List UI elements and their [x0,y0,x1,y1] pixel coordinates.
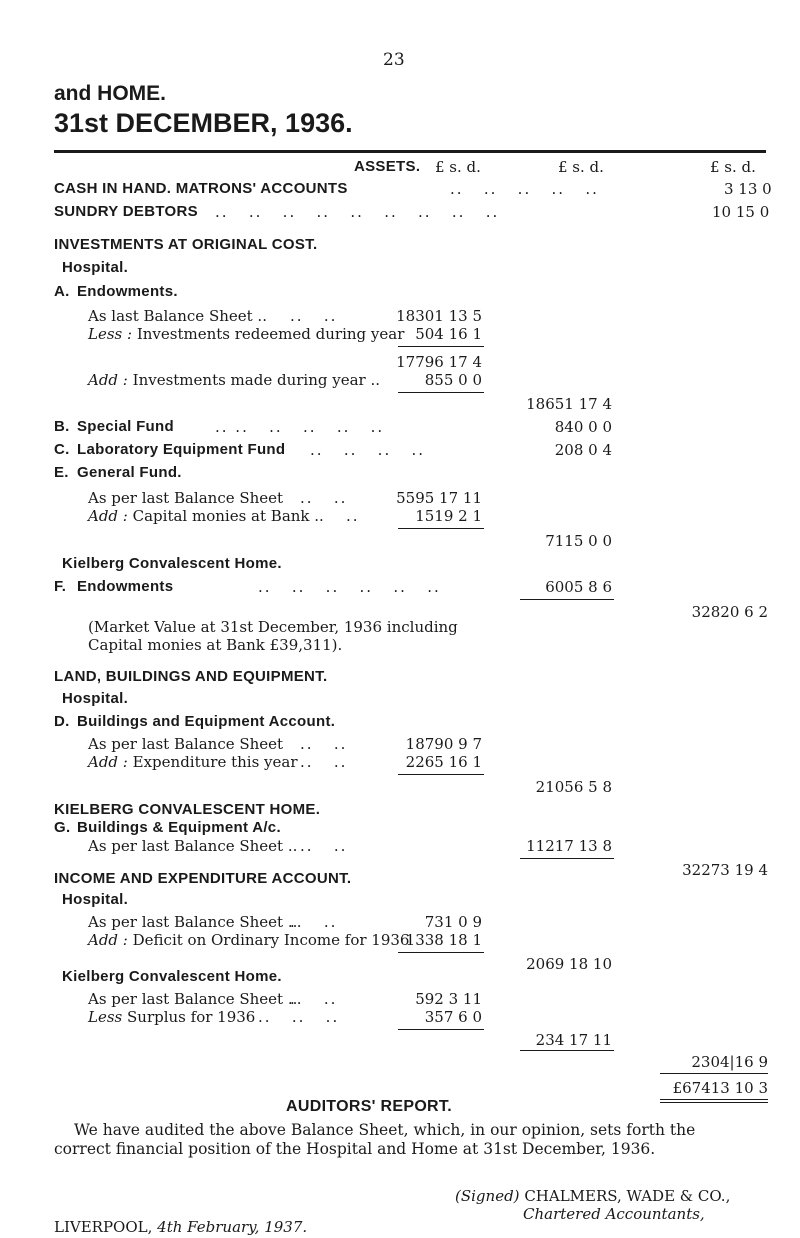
section-letter: A. [54,283,70,300]
section-letter: B. [54,418,70,435]
market-value-note: Capital monies at Bank £39,311). [88,636,343,654]
grand-total-double-rule [660,1099,768,1100]
lab-fund-amount: 208 0 4 [554,441,612,459]
leader-dots: .. [346,507,360,525]
section-letter: C. [54,441,70,458]
assets-heading: ASSETS. [354,158,421,175]
section-letter: D. [54,713,70,730]
f-amount: 6005 8 6 [545,578,612,596]
leader-dots: .. .. [300,753,348,771]
leader-dots: .. .. .. .. .. .. [258,578,441,596]
investments-heading: INVESTMENTS AT ORIGINAL COST. [54,236,318,253]
subtotal-rule [398,952,484,953]
col3-heading: £ s. d. [710,158,756,176]
signatory-name: CHALMERS, WADE & CO., [524,1187,731,1205]
leader-dots: .. .. [290,990,338,1008]
k-last-balance-amount: 592 3 11 [415,990,482,1008]
subtotal-rule [398,392,484,393]
signatory-title: Chartered Accountants, [523,1205,705,1223]
g-amount: 11217 13 8 [526,837,612,855]
add-prefix: Add : [88,931,128,949]
i-last-balance-label: As per last Balance Sheet .. [88,913,298,931]
g-last-balance-label: As per last Balance Sheet .. [88,837,298,855]
income-total: 2304|16 9 [691,1053,768,1071]
kielberg-heading: KIELBERG CONVALESCENT HOME. [54,801,321,818]
less-prefix: Less [88,1008,123,1026]
subtotal-rule [398,1029,484,1030]
k-last-balance-label: As per last Balance Sheet .. [88,990,298,1008]
a-less-amount: 504 16 1 [415,325,482,343]
leader-dots: .. .. [290,913,338,931]
less-prefix: Less : [88,325,133,343]
leader-dots: .. .. .. [258,1008,340,1026]
e-last-balance-amount: 5595 17 11 [396,489,482,507]
d-add-text: Expenditure this year [132,753,298,771]
lab-fund-label: Laboratory Equipment Fund [77,441,286,458]
kielberg-heading: Kielberg Convalescent Home. [62,968,282,985]
a-add-line [88,371,380,389]
section-letter: F. [54,578,67,595]
d-add-line [88,753,298,771]
grand-total: £67413 10 3 [672,1079,768,1097]
leader-dots: .. .. .. .. [310,441,426,459]
i-add-text: Deficit on Ordinary Income for 1936 [132,931,410,949]
income-heading: INCOME AND EXPENDITURE ACCOUNT. [54,870,352,887]
leader-dots: .. .. [300,837,348,855]
k-less-text: Surplus for 1936 [127,1008,256,1026]
section-letter: E. [54,464,69,481]
auditors-body-line-2: correct financial position of the Hospital and Home at 31st December, 1936. [54,1140,656,1158]
leader-dots: .. .. .. .. .. .. .. .. .. [215,203,500,221]
a-last-balance-amount: 18301 13 5 [396,307,482,325]
leader-dots: .. .. .. .. .. [450,180,599,198]
a-total: 18651 17 4 [526,395,612,413]
total-rule [520,858,614,859]
title-line-2: 31st DECEMBER, 1936. [54,108,353,138]
a-add-text: Investments made during year .. [132,371,381,389]
a-last-balance-label: As last Balance Sheet .. [88,307,267,325]
cash-amount: 3 13 0 [724,180,772,198]
signature-line [455,1187,730,1205]
leader-dots: .. .. [300,489,348,507]
subtotal-rule [398,774,484,775]
investments-total: 32820 6 2 [691,603,768,621]
debtors-label: SUNDRY DEBTORS [54,203,198,220]
e-add-amount: 1519 2 1 [415,507,482,525]
buildings-account-label: Buildings and Equipment Account. [77,713,336,730]
col1-heading: £ s. d. [435,158,481,176]
d-add-amount: 2265 16 1 [405,753,482,771]
hospital-heading: Hospital. [62,259,129,276]
signed-prefix: (Signed) [455,1187,520,1205]
total-rule [520,1050,614,1051]
i-add-amount: 1338 18 1 [405,931,482,949]
add-prefix: Add : [88,371,128,389]
section-letter: G. [54,819,71,836]
endowments-label: Endowments. [77,283,178,300]
top-rule [54,150,766,153]
total-rule [520,599,614,600]
hospital-heading: Hospital. [62,891,129,908]
leader-dots: .. .. [290,307,338,325]
g-buildings-label: Buildings & Equipment A/c. [77,819,281,836]
k-total: 234 17 11 [535,1031,612,1049]
general-fund-label: General Fund. [77,464,182,481]
i-add-line [88,931,409,949]
title-line-1: and HOME. [54,82,167,105]
cash-label: CASH IN HAND. MATRONS' ACCOUNTS [54,180,348,197]
k-less-amount: 357 6 0 [424,1008,482,1026]
special-fund-amount: 840 0 0 [554,418,612,436]
d-last-balance-amount: 18790 9 7 [405,735,482,753]
land-heading: LAND, BUILDINGS AND EQUIPMENT. [54,668,328,685]
hospital-heading: Hospital. [62,690,129,707]
subtotal-rule [398,528,484,529]
i-total: 2069 18 10 [526,955,612,973]
a-less-text: Investments redeemed during year [136,325,405,343]
a-less-line [88,325,404,343]
e-add-text: Capital monies at Bank .. [132,507,324,525]
grand-total-rule [660,1073,768,1074]
market-value-note: (Market Value at 31st December, 1936 including [88,618,458,636]
date: 4th February, 1937. [157,1218,308,1236]
leader-dots: .. .. [300,735,348,753]
place-date [54,1218,307,1236]
kielberg-heading: Kielberg Convalescent Home. [62,555,282,572]
endowments-label: Endowments [77,578,174,595]
e-last-balance-label: As per last Balance Sheet [88,489,284,507]
d-last-balance-label: As per last Balance Sheet [88,735,284,753]
grand-total-double-rule [660,1102,768,1103]
land-total: 32273 19 4 [682,861,768,879]
e-add-line [88,507,324,525]
d-total: 21056 5 8 [535,778,612,796]
e-total: 7115 0 0 [545,532,612,550]
auditors-body-line-1: We have audited the above Balance Sheet, which, in our opinion, sets forth the [74,1121,696,1139]
page-number: 23 [383,50,405,70]
k-less-line [88,1008,255,1026]
debtors-amount: 10 15 0 [712,203,770,221]
subtotal-rule [398,346,484,347]
add-prefix: Add : [88,753,128,771]
i-last-balance-amount: 731 0 9 [424,913,482,931]
add-prefix: Add : [88,507,128,525]
auditors-heading: AUDITORS' REPORT. [286,1098,452,1115]
a-add-amount: 855 0 0 [424,371,482,389]
col2-heading: £ s. d. [558,158,604,176]
a-subtotal: 17796 17 4 [396,353,482,371]
special-fund-label: Special Fund [77,418,174,435]
place: LIVERPOOL, [54,1218,153,1236]
leader-dots: .. .. .. .. .. .. [215,418,385,436]
